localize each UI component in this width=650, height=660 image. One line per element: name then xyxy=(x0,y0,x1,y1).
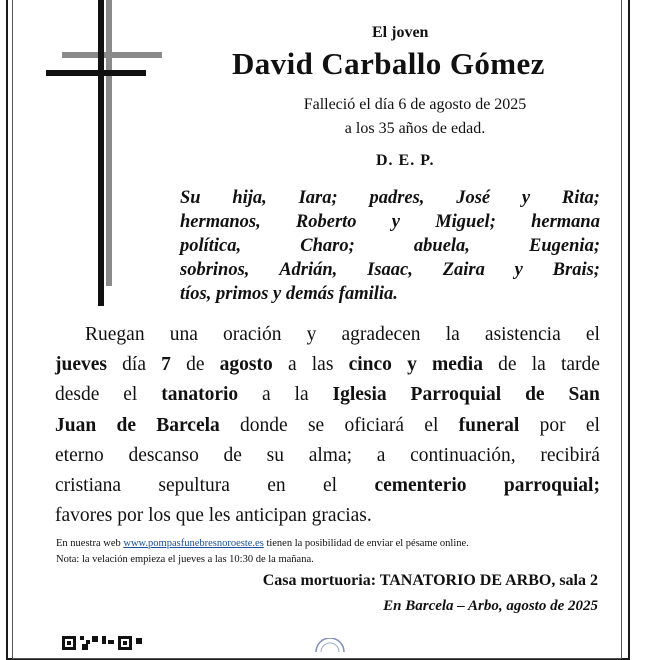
announcement-word: de xyxy=(223,444,242,466)
family-word: y xyxy=(521,188,531,208)
announcement-word: a xyxy=(376,444,386,466)
family-word: padres, xyxy=(369,188,425,208)
family-word: Brais; xyxy=(552,260,600,280)
family-word: abuela, xyxy=(413,236,470,256)
announcement-bold-word: y xyxy=(407,354,417,376)
announcement-bold-word: Juan xyxy=(55,414,97,436)
family-list xyxy=(180,186,600,306)
announcement-word: el xyxy=(424,414,439,436)
announcement-bold-word: funeral xyxy=(458,414,520,436)
family-word: sobrinos, xyxy=(180,260,250,280)
intro-label: El joven xyxy=(372,24,429,41)
family-word: Isaac, xyxy=(367,260,413,280)
announcement-bold-word: agosto xyxy=(219,354,273,376)
announcement-word: por xyxy=(539,414,566,436)
family-word: Miguel; xyxy=(435,212,496,232)
announcement-word: el xyxy=(323,475,338,497)
family-line xyxy=(180,210,600,234)
announcement-word: sepultura xyxy=(158,475,230,497)
announcement-line xyxy=(55,320,600,350)
announcement-word: el xyxy=(585,414,600,436)
announcement-word: oficiará xyxy=(344,414,405,436)
announcement-word: a xyxy=(287,354,297,376)
family-word: y xyxy=(391,212,400,232)
death-date: Falleció el día 6 de agosto de 2025 xyxy=(303,96,527,113)
family-word: Adrián, xyxy=(279,260,338,280)
deceased-name: David Carballo Gómez xyxy=(232,46,545,81)
announcement-word: se xyxy=(307,414,325,436)
announcement-bold-word: de xyxy=(525,384,545,406)
announcement-bold-word: tanatorio xyxy=(161,384,239,406)
family-line xyxy=(180,258,600,282)
announcement-bold-word: Parroquial xyxy=(410,384,502,406)
funeral-home: Casa mortuoria: TANATORIO DE ARBO, sala 2 xyxy=(262,572,598,589)
service-announcement xyxy=(55,320,600,531)
announcement-line xyxy=(55,380,600,410)
announcement-line xyxy=(55,350,600,380)
announcement-word: la xyxy=(531,354,546,376)
velation-note: Nota: la velación empieza el jueves a las 10:30 de la mañana. xyxy=(56,554,314,565)
announcement-word: una xyxy=(169,324,198,345)
family-word: Rita; xyxy=(561,188,600,208)
announcement-word: favores por los que les anticipan gracias. xyxy=(55,505,372,527)
family-word: tíos, primos y demás familia. xyxy=(180,284,398,304)
announcement-word: cristiana xyxy=(55,475,122,497)
announcement-word: asistencia xyxy=(484,324,561,345)
announcement-word: continuación, xyxy=(410,444,516,466)
announcement-word: las xyxy=(311,354,334,376)
announcement-word: donde xyxy=(240,414,288,436)
announcement-word: oración xyxy=(223,324,282,345)
cross-icon xyxy=(44,0,166,308)
announcement-word: Ruegan xyxy=(85,324,145,345)
announcement-bold-word: de xyxy=(116,414,136,436)
web-prefix: En nuestra web xyxy=(56,538,121,549)
announcement-line xyxy=(55,441,600,471)
announcement-word: alma; xyxy=(308,444,353,466)
announcement-bold-word: cinco xyxy=(348,354,392,376)
announcement-word: eterno xyxy=(55,444,104,466)
announcement-word: desde xyxy=(55,384,100,406)
announcement-line xyxy=(55,471,600,501)
family-word: hija, xyxy=(232,188,267,208)
announcement-word: la xyxy=(445,324,460,345)
family-line xyxy=(180,186,600,210)
family-word: Eugenia; xyxy=(529,236,600,256)
announcement-word: y xyxy=(306,324,317,345)
web-notice xyxy=(56,538,469,549)
family-word: y xyxy=(514,260,523,280)
family-word: Roberto xyxy=(295,212,357,232)
family-word: hermanos, xyxy=(180,212,261,232)
announcement-line xyxy=(55,501,600,531)
announcement-line xyxy=(55,411,600,441)
announcement-bold-word: San xyxy=(568,384,600,406)
announcement-word: de xyxy=(186,354,205,376)
announcement-word: descanso xyxy=(128,444,199,466)
announcement-word: el xyxy=(123,384,138,406)
announcement-word: día xyxy=(122,354,146,376)
announcement-bold-word: Iglesia xyxy=(332,384,387,406)
family-word: Zaira xyxy=(442,260,485,280)
announcement-bold-word: jueves xyxy=(55,354,107,376)
announcement-word: la xyxy=(294,384,309,406)
web-link[interactable]: www.pompasfunebresnoroeste.es xyxy=(123,538,264,549)
announcement-bold-word: media xyxy=(432,354,483,376)
family-line xyxy=(180,282,600,306)
family-word: Su xyxy=(180,188,201,208)
dep-label: D. E. P. xyxy=(376,152,435,169)
family-word: hermana xyxy=(531,212,600,232)
announcement-bold-word: Barcela xyxy=(156,414,220,436)
family-word: Charo; xyxy=(300,236,355,256)
announcement-word: su xyxy=(266,444,284,466)
announcement-word: recibirá xyxy=(540,444,600,466)
family-line xyxy=(180,234,600,258)
family-word: Iara; xyxy=(298,188,338,208)
family-word: José xyxy=(456,188,491,208)
announcement-word: agradecen xyxy=(341,324,421,345)
announcement-word: el xyxy=(585,324,600,345)
place-date: En Barcela – Arbo, agosto de 2025 xyxy=(383,598,598,614)
announcement-word: en xyxy=(267,475,286,497)
announcement-word: tarde xyxy=(560,354,600,376)
announcement-bold-word: 7 xyxy=(161,354,171,376)
announcement-bold-word: cementerio xyxy=(374,475,467,497)
announcement-word: de xyxy=(498,354,517,376)
announcement-bold-word: parroquial; xyxy=(503,475,600,497)
age-at-death: a los 35 años de edad. xyxy=(344,120,486,137)
family-word: política, xyxy=(180,236,242,256)
web-suffix: tienen la posibilidad de enviar el pésame online. xyxy=(266,538,469,549)
qr-code-icon xyxy=(62,634,146,650)
announcement-word: a xyxy=(262,384,271,406)
